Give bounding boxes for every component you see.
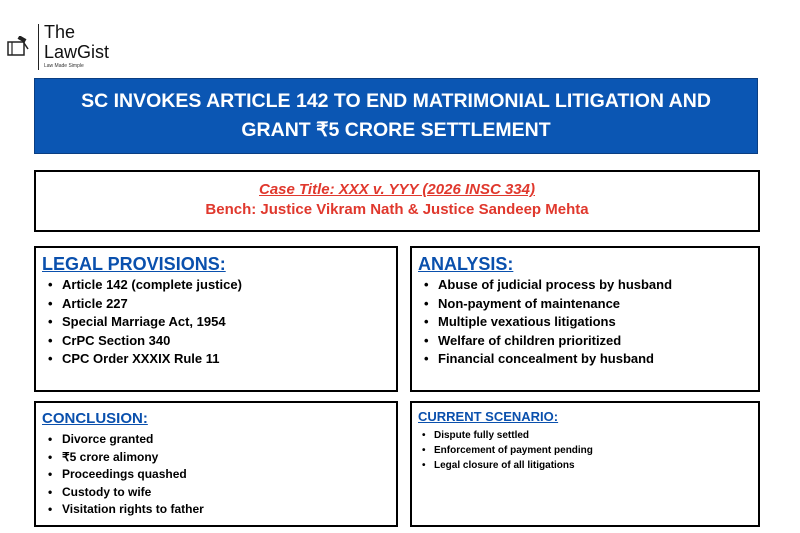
legal-provisions-list bbox=[36, 276, 242, 369]
list-item: • CrPC Section 340 bbox=[36, 332, 242, 351]
logo-line-1: The bbox=[44, 22, 76, 42]
conclusion-heading: CONCLUSION: bbox=[42, 410, 148, 427]
list-item: • Article 142 (complete justice) bbox=[36, 276, 242, 295]
list-item: • Abuse of judicial process by husband bbox=[412, 276, 672, 295]
current-scenario-panel bbox=[410, 401, 760, 527]
case-title: Case Title: XXX v. YYY (2026 INSC 334) bbox=[259, 181, 535, 198]
conclusion-list bbox=[36, 431, 204, 519]
list-item: • Financial concealment by husband bbox=[412, 350, 672, 369]
logo-divider bbox=[38, 24, 39, 70]
case-info-box bbox=[34, 170, 760, 232]
current-scenario-heading: CURRENT SCENARIO: bbox=[418, 409, 559, 424]
analysis-list bbox=[412, 276, 672, 369]
headline-title: SC INVOKES ARTICLE 142 TO END MATRIMONIAL LITIGATION AND GRANT ₹5 CRORE SETTLEMENT bbox=[81, 90, 711, 141]
list-item: • Dispute fully settled bbox=[412, 428, 593, 443]
legal-provisions-panel bbox=[34, 246, 398, 392]
headline-banner bbox=[34, 78, 758, 154]
brand-logo bbox=[6, 24, 126, 70]
list-item: • Custody to wife bbox=[36, 484, 204, 502]
list-item: • Welfare of children prioritized bbox=[412, 332, 672, 351]
list-item: • Non-payment of maintenance bbox=[412, 295, 672, 314]
list-item: • Legal closure of all litigations bbox=[412, 458, 593, 473]
list-item: • Article 227 bbox=[36, 295, 242, 314]
legal-provisions-heading: LEGAL PROVISIONS: bbox=[42, 254, 226, 274]
list-item: • ₹5 crore alimony bbox=[36, 449, 204, 467]
logo-tagline: Law Made Simple bbox=[44, 63, 84, 69]
list-item: • Enforcement of payment pending bbox=[412, 443, 593, 458]
gavel-book-icon bbox=[6, 36, 30, 58]
list-item: • Visitation rights to father bbox=[36, 501, 204, 519]
bench-info: Bench: Justice Vikram Nath & Justice Sandeep Mehta bbox=[205, 201, 589, 218]
list-item: • Multiple vexatious litigations bbox=[412, 313, 672, 332]
current-scenario-list bbox=[412, 428, 593, 473]
logo-line-2: LawGist bbox=[44, 42, 110, 62]
list-item: • Divorce granted bbox=[36, 431, 204, 449]
analysis-heading: ANALYSIS: bbox=[418, 254, 514, 274]
conclusion-panel bbox=[34, 401, 398, 527]
list-item: • Special Marriage Act, 1954 bbox=[36, 313, 242, 332]
list-item: • Proceedings quashed bbox=[36, 466, 204, 484]
analysis-panel bbox=[410, 246, 760, 392]
list-item: • CPC Order XXXIX Rule 11 bbox=[36, 350, 242, 369]
